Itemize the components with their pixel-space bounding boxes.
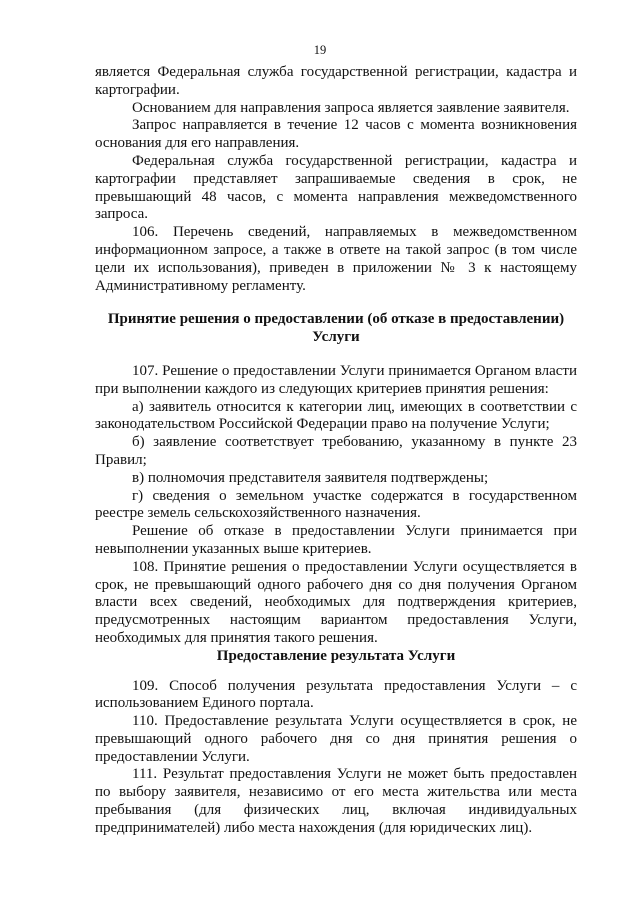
paragraph: в) полномочия представителя заявителя подтверждены;: [132, 469, 489, 486]
paragraph: 106. Перечень сведений, направляемых в межведомственном информационном запросе, а также в ответе на такой запрос (в том числе цели их использования), приведен в приложении № 3 к настоящему Административному регламенту.: [95, 224, 577, 294]
document-body: [95, 64, 577, 838]
section-heading: Принятие решения о предоставлении (об отказе в предоставлении) Услуги: [107, 311, 565, 346]
paragraph: 108. Принятие решения о предоставлении Услуги осуществляется в срок, не превышающий одного рабочего дня со дня получения Органом власти всех сведений, необходимых для подтверждения критериев, предусмотренных настоящим вариантом предоставления Услуги, необходимых для принятия такого решения.: [95, 558, 577, 646]
paragraph: 107. Решение о предоставлении Услуги принимается Органом власти при выполнении каждого из следующих критериев принятия решения:: [95, 362, 577, 397]
paragraph: 111. Результат предоставления Услуги не может быть предоставлен по выбору заявителя, независимо от его места жительства или места пребывания (для физических лиц, включая индивидуальных предпринимателей) либо места нахождения (для юридических лиц).: [95, 766, 577, 836]
paragraph: Решение об отказе в предоставлении Услуги принимается при невыполнении указанных выше критериев.: [95, 523, 577, 557]
paragraph: Федеральная служба государственной регистрации, кадастра и картографии представляет запрашиваемые сведения в срок, не превышающий 48 часов, с момента направления межведомственного запроса.: [95, 152, 577, 223]
paragraph: 110. Предоставление результата Услуги осуществляется в срок, не превышающий одного рабочего дня со дня принятия решения о предоставлении Услуги.: [95, 713, 577, 765]
page-number: 19: [313, 43, 327, 57]
paragraph: Основанием для направления запроса является заявление заявителя.: [132, 99, 570, 116]
paragraph: б) заявление соответствует требованию, указанному в пункте 23 Правил;: [95, 434, 577, 468]
paragraph: а) заявитель относится к категории лиц, имеющих в соответствии с законодательством Российской Федерации право на получение Услуги;: [95, 398, 577, 433]
paragraph: 109. Способ получения результата предоставления Услуги – с использованием Единого портала.: [95, 677, 577, 712]
section-heading: Предоставление результата Услуги: [216, 647, 456, 664]
paragraph: г) сведения о земельном участке содержатся в государственном реестре земель сельскохозяйственного назначения.: [95, 487, 577, 522]
paragraph: Запрос направляется в течение 12 часов с момента возникновения основания для его направления.: [95, 117, 577, 152]
paragraph: является Федеральная служба государственной регистрации, кадастра и картографии.: [95, 64, 577, 98]
